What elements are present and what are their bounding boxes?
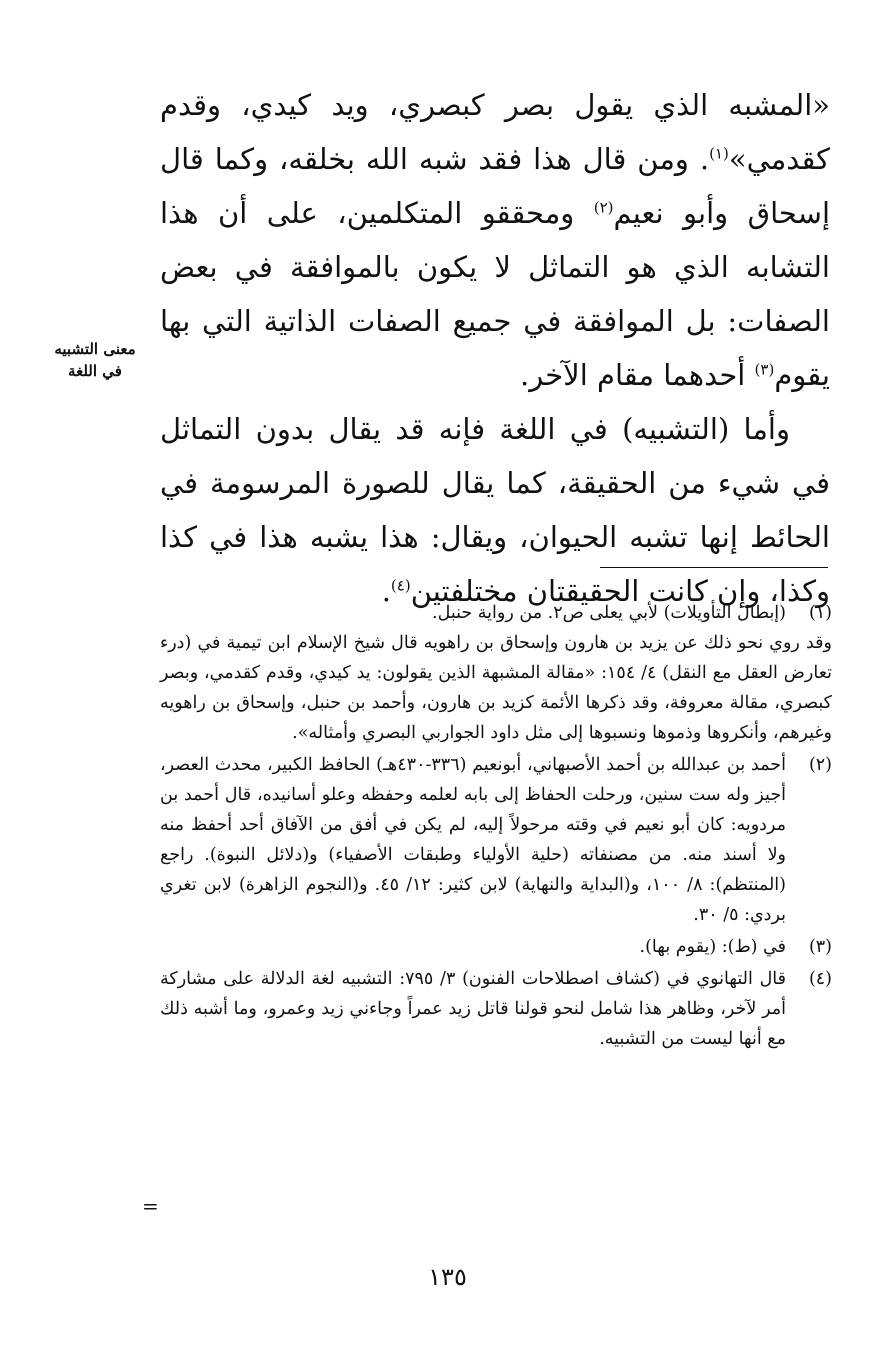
paragraph-2-part-1: وأما (التشبيه) في اللغة فإنه قد يقال بدون التماثل في شيء من الحقيقة، كما يقال للصورة المرسومة في الحائط إنها تشبه الحيوان، ويقال: هذا يشبه هذا في كذا وكذا، وإن كانت الحقيقتان مختلفتين (160, 412, 830, 608)
footnote-number: (٣) (808, 937, 832, 957)
footnote-3-text: في (ط): (يقوم بها). (639, 937, 786, 957)
footnote-ref-2: (٢) (593, 198, 614, 217)
footnote-separator (600, 567, 828, 568)
footnote-ref-4: (٤) (390, 576, 411, 595)
footnote-body (160, 598, 833, 748)
margin-note (40, 338, 150, 382)
footnote-1-line-1: (إبطال التأويلات) لأبي يعلى ص٢. من رواية حنبل. (432, 603, 786, 623)
footnote-ref-3: (٣) (754, 360, 775, 379)
continuation-mark: = (142, 1194, 159, 1218)
footnote-1 (160, 598, 832, 748)
footnote-ref-1: (١) (709, 144, 729, 163)
page-number: ١٣٥ (428, 1263, 467, 1291)
margin-note-line-2: في اللغة (68, 362, 122, 380)
paragraph-2-part-2: . (381, 574, 391, 608)
main-text (160, 78, 830, 618)
footnote-4-text: قال التهانوي في (كشاف اصطلاحات الفنون) ٣/ ٧٩٥: التشبيه لغة الدلالة على مشاركة أمر لآخر، وظاهر هذا شامل لنحو قولنا قاتل زيد عمراً وجاءني زيد وعمرو، وما أشبه ذلك مع أنها ليست من التشبيه. (160, 969, 786, 1049)
footnote-number: (٤) (808, 969, 832, 989)
paragraph-1-part-2: . ومن قال هذا فقد شبه الله بخلقه، وكما قال إسحاق وأبو نعيم (160, 142, 830, 230)
footnote-body (160, 932, 786, 962)
footnotes (160, 598, 832, 1056)
paragraph-1-part-1: «المشبه الذي يقول بصر كبصري، ويد كيدي، وقدم كقدمي» (160, 88, 830, 176)
main-paragraph-1 (160, 78, 830, 402)
footnote-body (160, 750, 786, 930)
main-paragraph-2 (160, 402, 830, 618)
footnote-number: (٢) (808, 755, 832, 775)
footnote-4 (160, 964, 832, 1054)
margin-note-line-1: معنى التشبيه (54, 340, 136, 358)
paragraph-1-part-3: ومحققو المتكلمين، على أن هذا التشابه الذي هو التماثل لا يكون بالموافقة في بعض الصفات: بل الموافقة في جميع الصفات الذاتية التي بها يقوم (160, 196, 830, 392)
footnote-body (160, 964, 786, 1054)
footnote-2 (160, 750, 832, 930)
paragraph-1-part-4: أحدهما مقام الآخر. (520, 358, 755, 392)
footnote-3 (160, 932, 832, 962)
footnote-2-text: أحمد بن عبدالله بن أحمد الأصبهاني، أبونعيم (٣٣٦-٤٣٠هـ) الحافظ الكبير، محدث العصر، أجيز وله ست سنين، ورحلت الحفاظ إلى بابه لعلمه وحفظه وعلو أسانيده، قال أحمد بن مردويه: كان أبو نعيم في وقته مرحولاً إليه، لم يكن في أفق من الآفاق أحد أحفظ منه ولا أسند منه. من مصنفاته (حلية الأولياء وطبقات الأصفياء) و(دلائل النبوة). راجع (المنتظم): ٨/ ١٠٠، و(البداية والنهاية) لابن كثير: ١٢/ ٤٥. و(النجوم الزاهرة) لابن تغري بردي: ٥/ ٣٠. (160, 755, 786, 925)
footnote-number: (١) (808, 603, 832, 623)
footnote-1-line-2: وقد روي نحو ذلك عن يزيد بن هارون وإسحاق بن راهويه قال شيخ الإسلام ابن تيمية في (درء تعارض العقل مع النقل) ٤/ ١٥٤: «مقالة المشبهة الذين يقولون: يد كيدي، وقدم كقدمي، وبصر كبصري، مقالة معروفة، وقد ذكرها الأئمة كزيد بن هارون، وأحمد بن حنبل، وإسحاق بن راهويه وغيرهم، وأنكروها وذموها ونسبوها إلى مثل داود الجواربي البصري وأمثاله». (160, 633, 833, 743)
